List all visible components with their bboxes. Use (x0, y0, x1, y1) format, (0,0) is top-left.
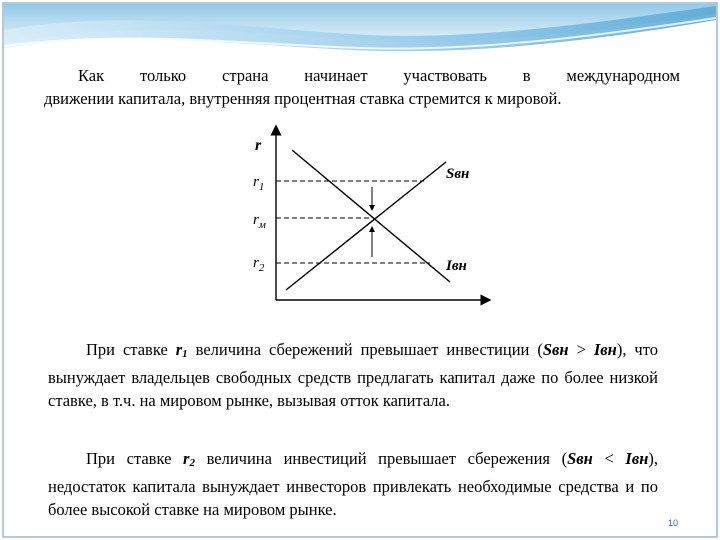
para2-text-1: При ставке (86, 449, 184, 468)
para1-savings: Sвн (542, 340, 569, 359)
para1-text-3: > (568, 340, 594, 359)
y-axis-label: r (255, 137, 262, 154)
para2-savings: Sвн (567, 449, 593, 468)
para1-text-1: При ставке (86, 340, 176, 359)
rm-label: $r_м$ (253, 212, 266, 231)
para2-text-3: < (592, 449, 626, 468)
intro-line-2: движении капитала, внутренняя процентная ставка стремится к мировой. (44, 89, 562, 108)
para1-investment: Iвн (593, 340, 617, 359)
paragraph-low-rate (48, 447, 658, 521)
investment-label: Iвн (446, 258, 467, 274)
para2-text-2: величина инвестиций превышает сбережения ( (194, 449, 568, 468)
savings-label: Sвн (446, 166, 470, 182)
page-number: 10 (668, 518, 679, 528)
r2-label: $r_2$ (253, 255, 265, 274)
investment-curve (292, 150, 450, 282)
para2-rate-sub: 2 (189, 457, 195, 469)
para1-rate-sub: 1 (182, 348, 188, 360)
para2-text-4: ), недостаток капитала вынуждает инвесторов привлекать необходимые средства и по более высокой ставке на мировом рынке. (48, 449, 659, 519)
paragraph-high-rate (48, 338, 658, 412)
intro-line-1: Как только страна начинает участвовать в международном (78, 66, 680, 85)
para1-rate: r (175, 340, 183, 359)
para2-investment: Iвн (625, 449, 649, 468)
para2-rate: r (183, 449, 190, 468)
para1-text-2: величина сбережений превышает инвестиции ( (187, 340, 543, 359)
r1-label: $r_1$ (253, 174, 265, 193)
para1-text-4: ), что вынуждает владельцев свободных средств предлагать капитал даже по более низкой ставке, в т.ч. на мировом рынке, вызывая отток капитала. (48, 340, 658, 410)
